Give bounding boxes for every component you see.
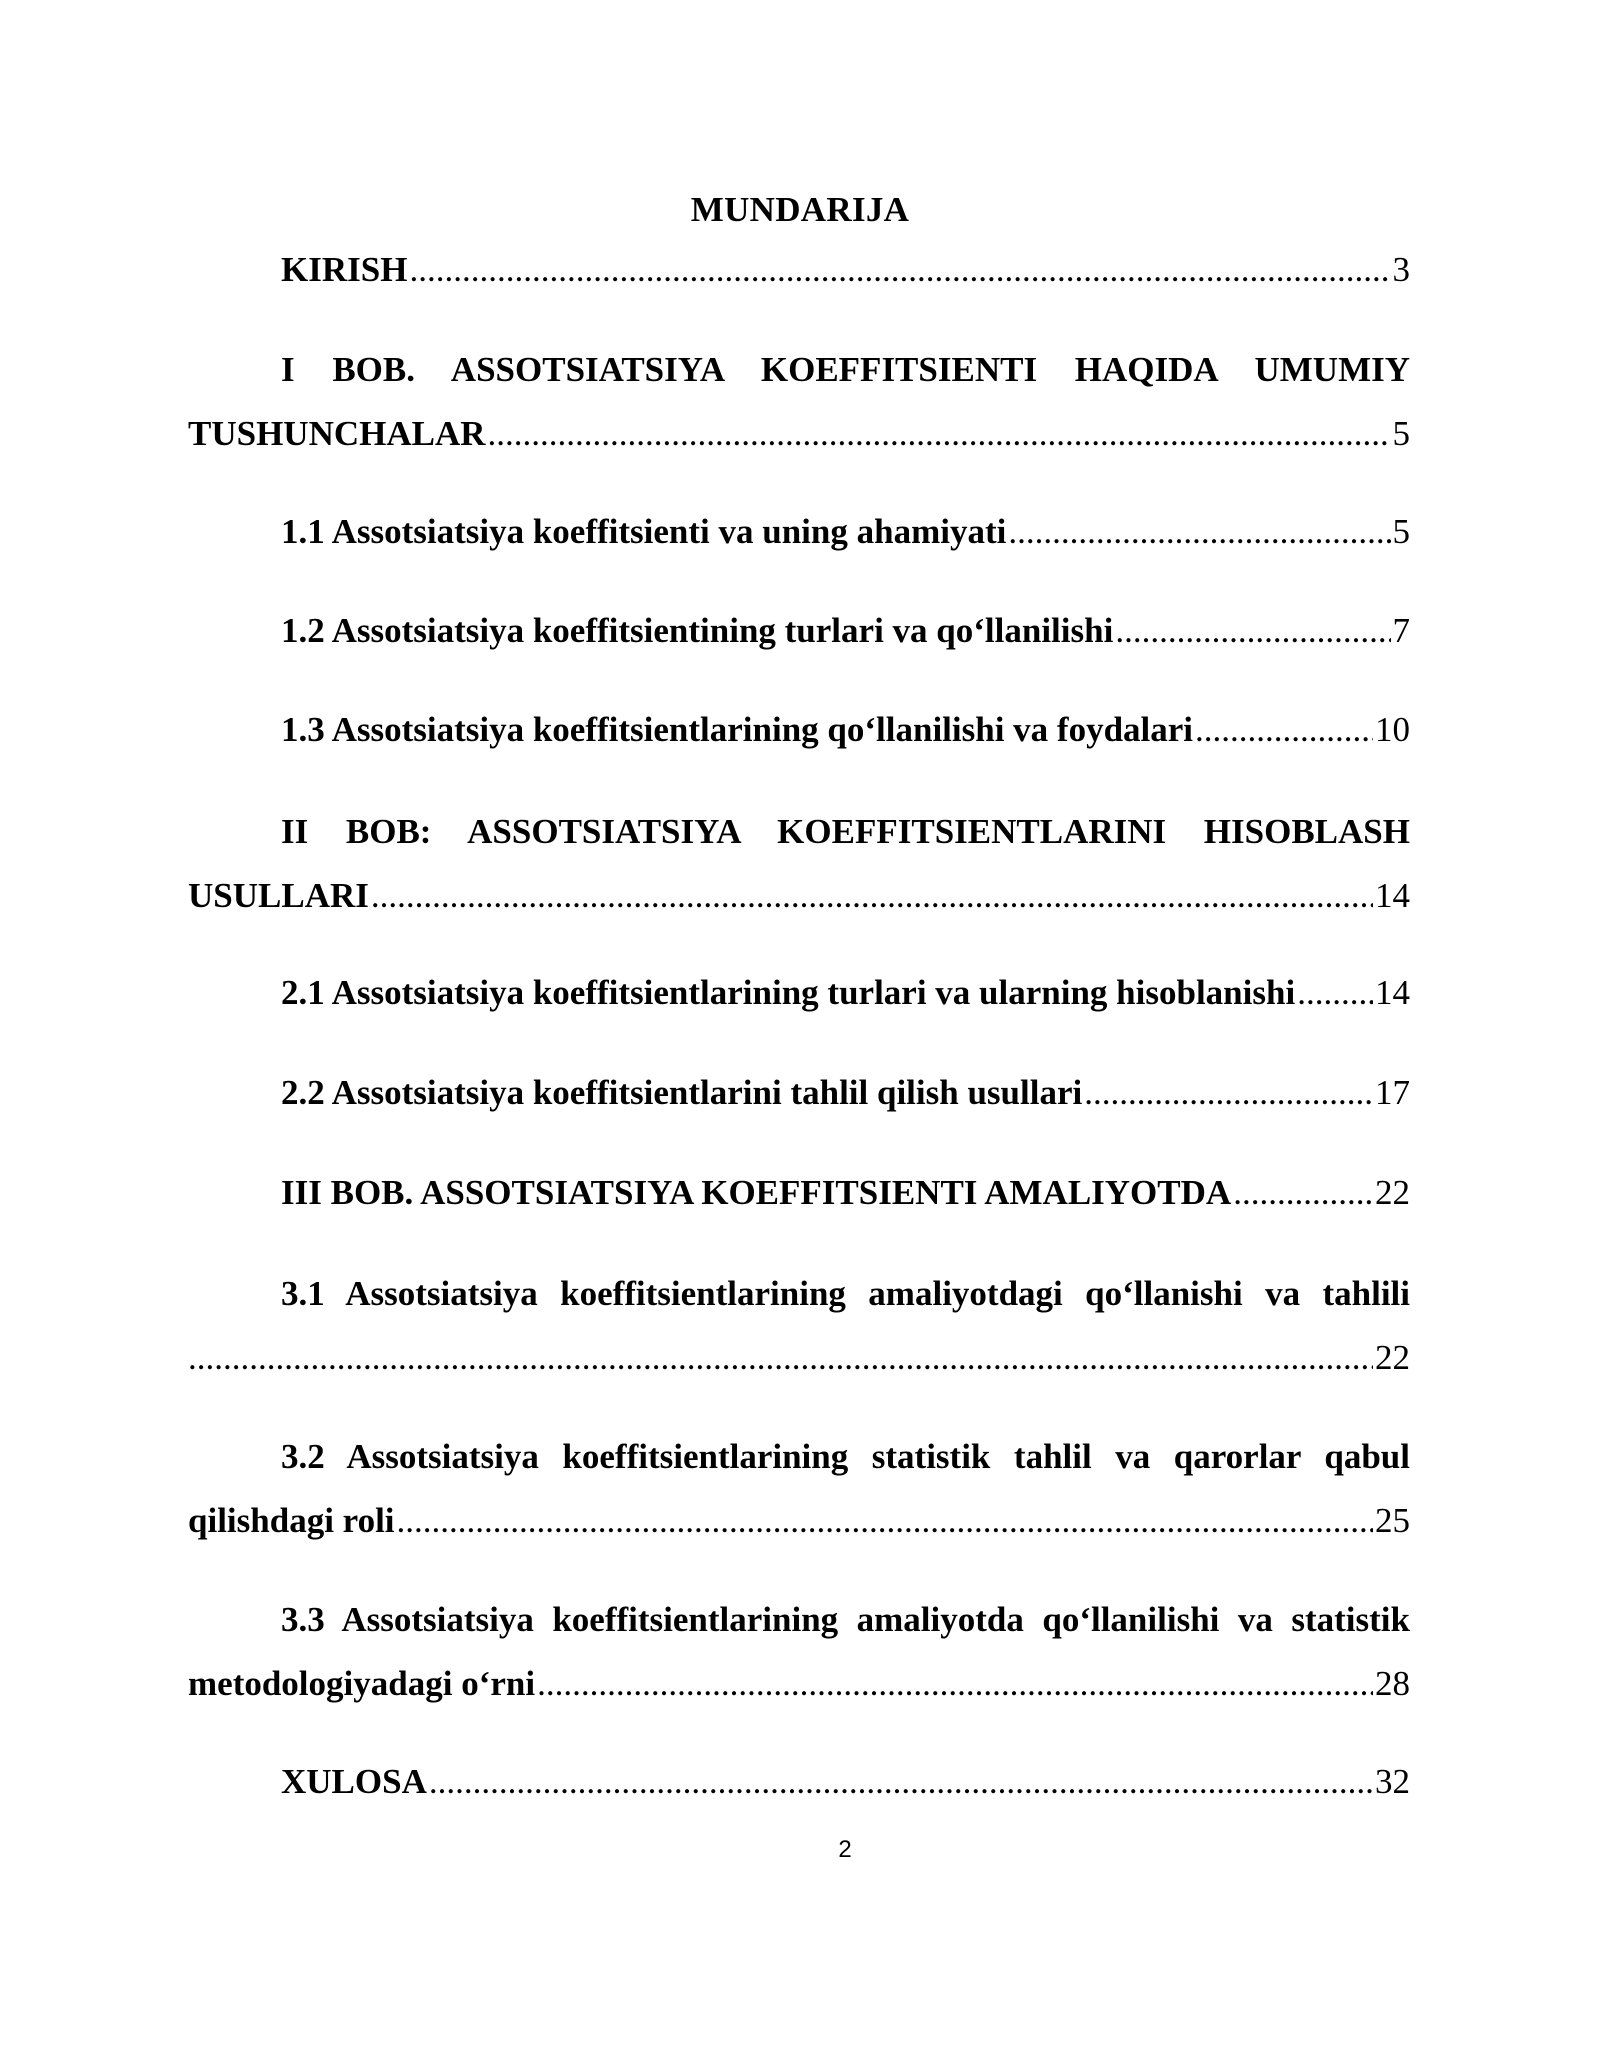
toc-entry-section-2-1[interactable] [188, 961, 1410, 1025]
toc-entry-label: I BOB. ASSOTSIATSIYA KOEFFITSIENTI HAQIDA UMUMIY [281, 350, 1410, 389]
toc-entry-label: 1.3 Assotsiatsiya koeffitsientlarining qo‘llanilishi va foydalari [281, 710, 1194, 749]
toc-entry-label: KIRISH [281, 250, 408, 289]
toc-page-number: 3 [1392, 250, 1410, 289]
dot-leader [409, 238, 1390, 302]
toc-entry-section-3-3[interactable] [188, 1588, 1410, 1716]
dot-leader [1084, 1061, 1373, 1125]
toc-entry-chapter-3[interactable] [188, 1161, 1410, 1225]
toc-entry-chapter-2[interactable] [188, 800, 1410, 928]
toc-entry-label: 2.1 Assotsiatsiya koeffitsientlarining turlari va ularning hisoblanishi [281, 973, 1296, 1012]
toc-entry-kirish[interactable] [188, 238, 1410, 302]
page-title: MUNDARIJA [690, 190, 910, 229]
toc-page-number: 14 [1375, 973, 1410, 1012]
toc-entry-label: 3.1 Assotsiatsiya koeffitsientlarining amaliyotdagi qo‘llanishi va tahlili [281, 1274, 1410, 1313]
toc-entry-section-3-2[interactable] [188, 1425, 1410, 1553]
dot-leader [1008, 500, 1390, 564]
dot-leader [1233, 1161, 1373, 1225]
dot-leader [1195, 698, 1373, 762]
toc-entry-label: 3.3 Assotsiatsiya koeffitsientlarining amaliyotda qo‘llanilishi va statistik [281, 1600, 1410, 1639]
toc-page-number: 28 [1375, 1664, 1410, 1703]
dot-leader [1115, 599, 1390, 663]
toc-entry-section-1-3[interactable] [188, 698, 1410, 762]
dot-leader [188, 1326, 1373, 1390]
toc-entry-chapter-1[interactable] [188, 338, 1410, 466]
page-number: 2 [838, 1836, 852, 1863]
toc-entry-label: 1.1 Assotsiatsiya koeffitsienti va uning ahamiyati [281, 512, 1007, 551]
toc-entry-section-1-1[interactable] [188, 500, 1410, 564]
toc-page-number: 25 [1375, 1501, 1410, 1540]
toc-page-number: 10 [1375, 710, 1410, 749]
dot-leader [1297, 961, 1373, 1025]
dot-leader [371, 864, 1373, 928]
toc-entry-label-continued: TUSHUNCHALAR [188, 414, 486, 453]
toc-page-number: 14 [1375, 876, 1410, 915]
toc-page-number: 5 [1392, 512, 1410, 551]
toc-entry-label: II BOB: ASSOTSIATSIYA KOEFFITSIENTLARINI HISOBLASH [281, 812, 1410, 851]
dot-leader [397, 1489, 1373, 1553]
dot-leader [488, 402, 1391, 466]
dot-leader [429, 1750, 1373, 1814]
toc-entry-label-continued: qilishdagi roli [188, 1501, 395, 1540]
toc-page-number: 22 [1375, 1338, 1410, 1377]
toc-page-number: 5 [1392, 414, 1410, 453]
toc-entry-section-2-2[interactable] [188, 1061, 1410, 1125]
toc-entry-label: III BOB. ASSOTSIATSIYA KOEFFITSIENTI AMALIYOTDA [281, 1173, 1232, 1212]
toc-entry-label-continued: metodologiyadagi o‘rni [188, 1664, 536, 1703]
toc-page-number: 17 [1375, 1073, 1410, 1112]
toc-entry-label: XULOSA [281, 1762, 427, 1801]
toc-entry-label: 3.2 Assotsiatsiya koeffitsientlarining statistik tahlil va qarorlar qabul [281, 1437, 1410, 1476]
toc-entry-section-1-2[interactable] [188, 599, 1410, 663]
toc-entry-label: 1.2 Assotsiatsiya koeffitsientining turlari va qo‘llanilishi [281, 611, 1114, 650]
toc-page-number: 7 [1392, 611, 1410, 650]
toc-entry-label-continued: USULLARI [188, 876, 369, 915]
toc-page-number: 32 [1375, 1762, 1410, 1801]
toc-entry-label: 2.2 Assotsiatsiya koeffitsientlarini tahlil qilish usullari [281, 1073, 1083, 1112]
toc-page-number: 22 [1375, 1173, 1410, 1212]
toc-entry-xulosa[interactable] [188, 1750, 1410, 1814]
dot-leader [537, 1652, 1373, 1716]
toc-entry-section-3-1[interactable] [188, 1262, 1410, 1390]
